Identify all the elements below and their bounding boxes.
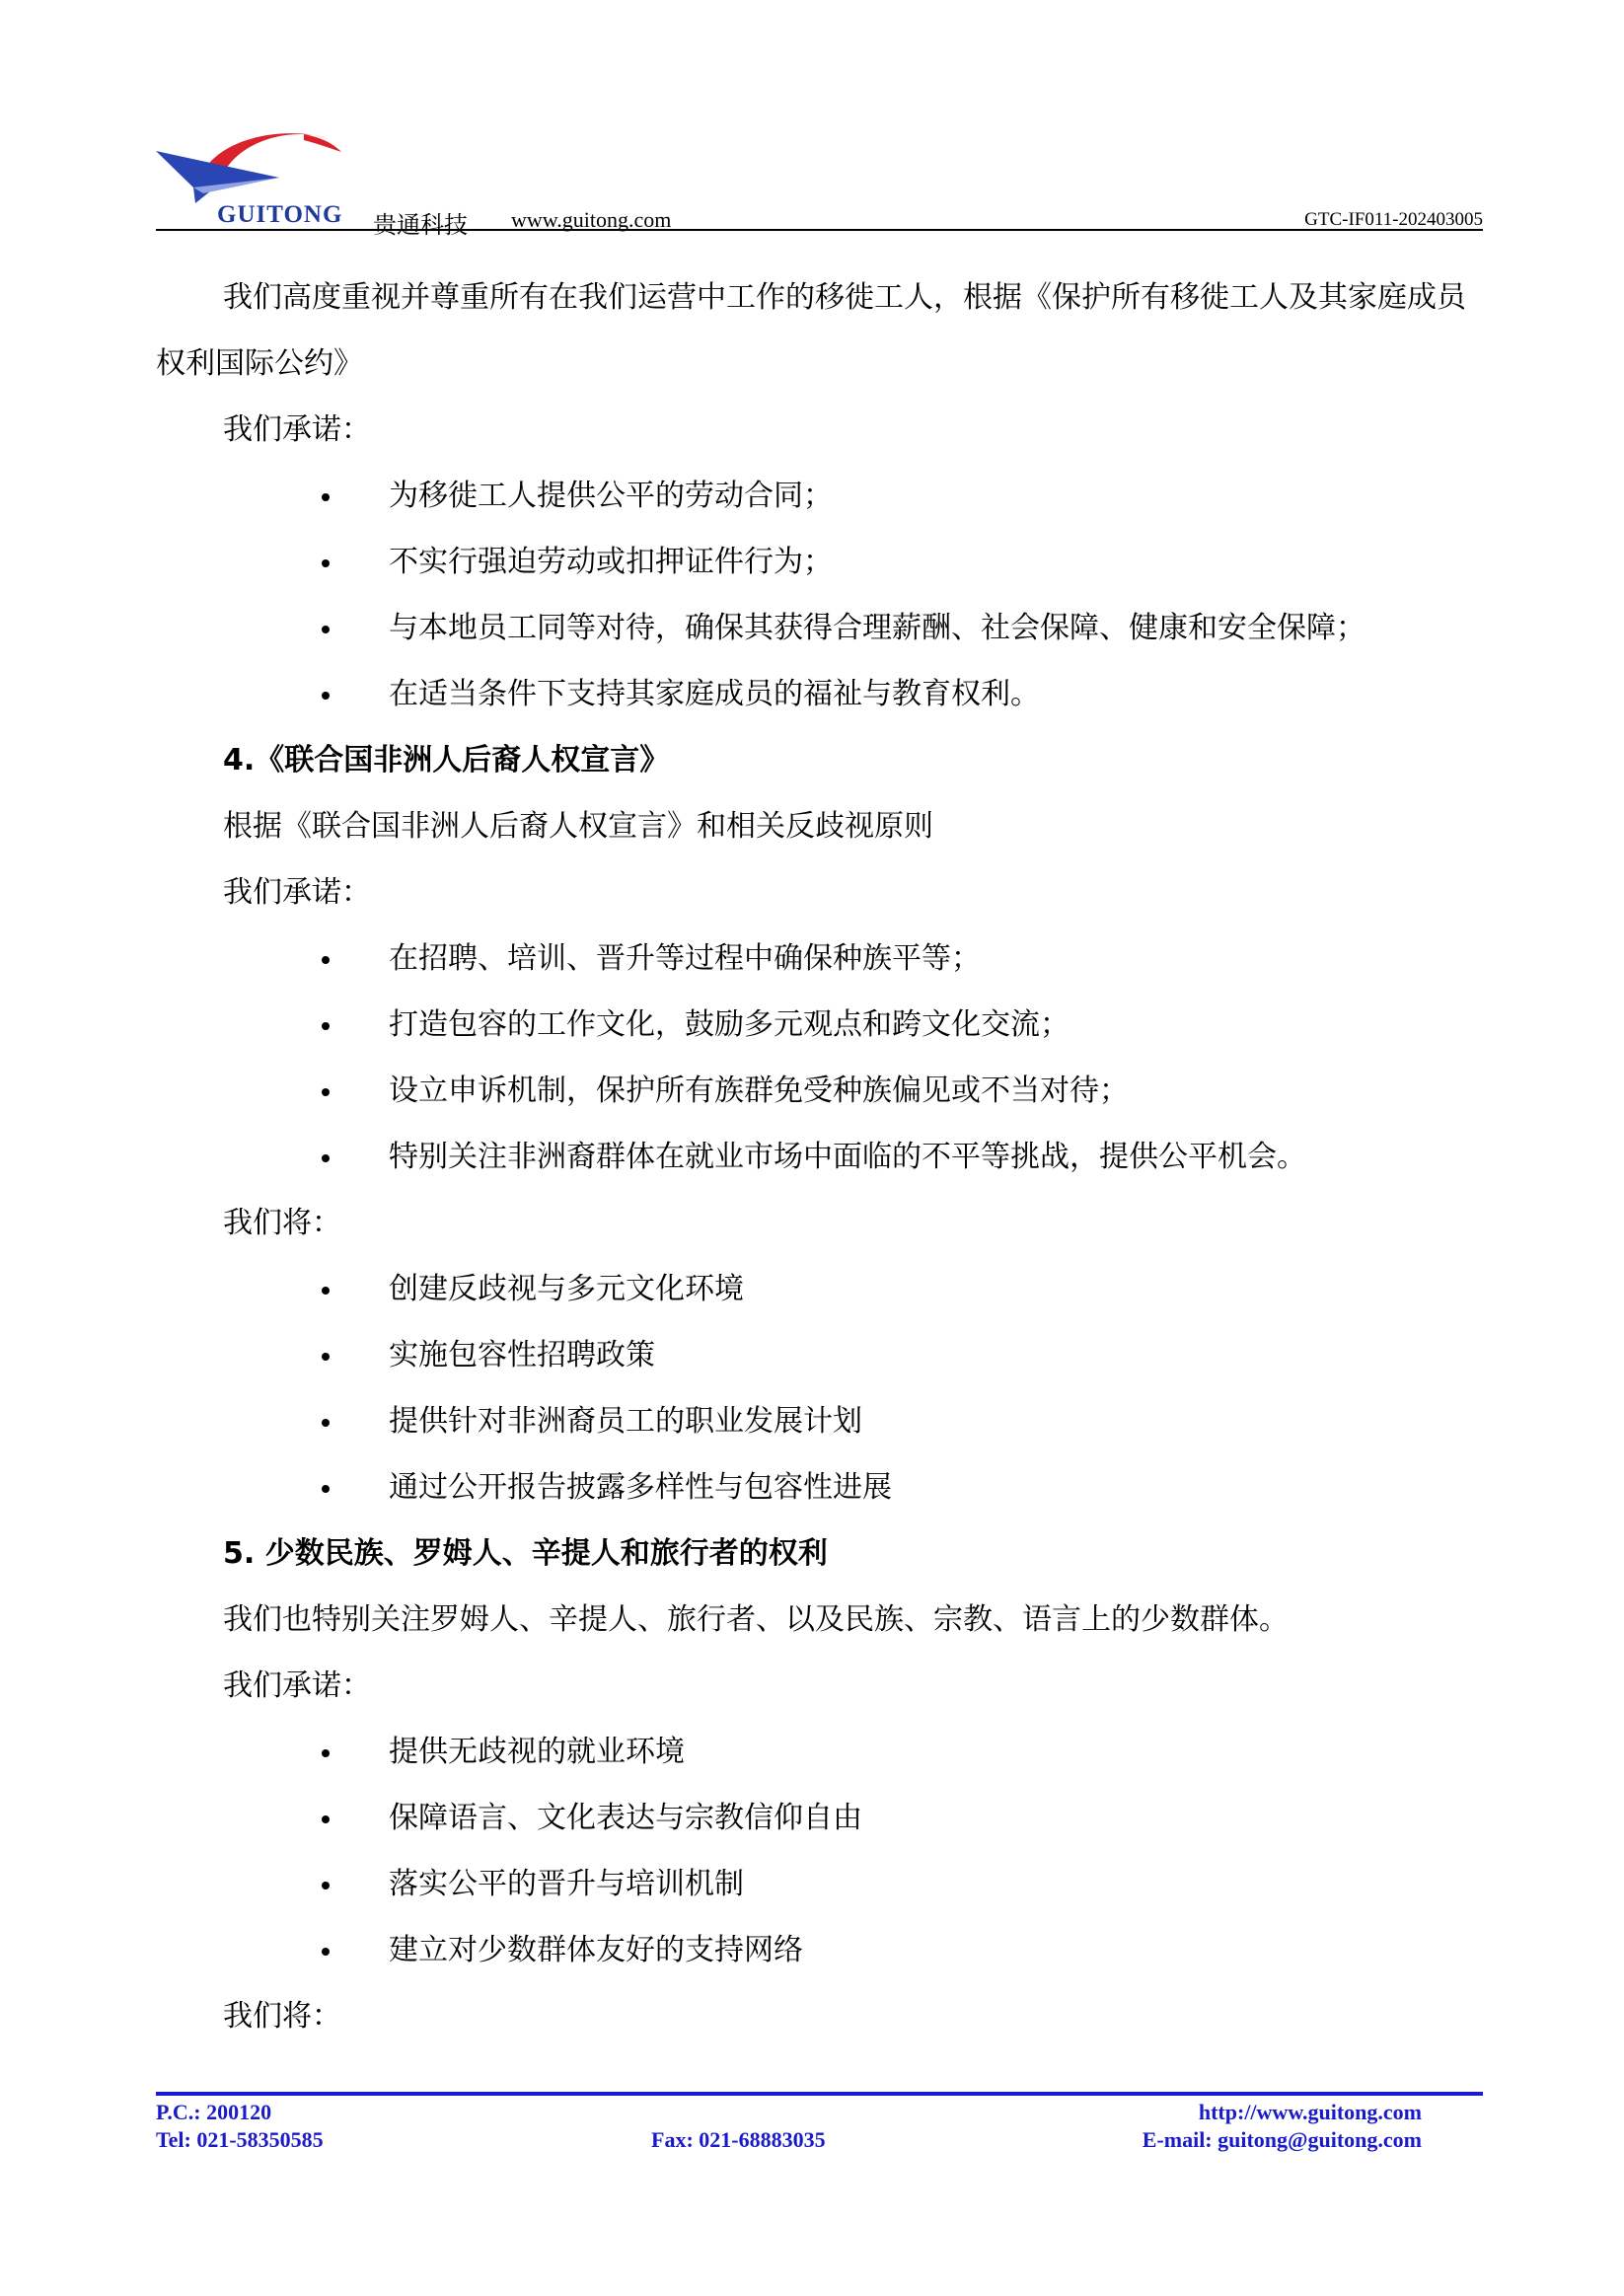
- email-link[interactable]: E-mail: guitong@guitong.com: [1142, 2127, 1422, 2152]
- telephone: Tel: 021-58350585: [156, 2127, 324, 2152]
- commitment-label: 我们承诺：: [223, 412, 371, 447]
- action-label: 我们将：: [223, 1206, 341, 1240]
- bullet-icon: [322, 956, 330, 964]
- document-body: [156, 264, 1483, 2049]
- website-link[interactable]: www.guitong.com: [511, 207, 672, 232]
- list-item: 提供针对非洲裔员工的职业发展计划: [156, 1388, 1483, 1454]
- page-footer: [156, 2100, 1483, 2159]
- bullet-icon: [322, 1154, 330, 1162]
- bullet-icon: [322, 1287, 330, 1295]
- commitment-label: 我们承诺：: [223, 1668, 371, 1703]
- list-item: 特别关注非洲裔群体在就业市场中面临的不平等挑战，提供公平机会。: [156, 1124, 1483, 1190]
- action-label: 我们将：: [223, 1999, 341, 2034]
- fax: Fax: 021-68883035: [651, 2127, 826, 2152]
- bullet-icon: [322, 1419, 330, 1427]
- list-item: 为移徙工人提供公平的劳动合同；: [156, 463, 1483, 529]
- bullet-icon: [322, 1485, 330, 1493]
- list-item: 创建反歧视与多元文化环境: [156, 1256, 1483, 1322]
- bullet-icon: [322, 692, 330, 700]
- african-descent-actions-list: [156, 1256, 1483, 1520]
- list-item: 在适当条件下支持其家庭成员的福祉与教育权利。: [156, 661, 1483, 727]
- migrant-commitments-list: [156, 463, 1483, 727]
- bullet-icon: [322, 559, 330, 567]
- postal-code: P.C.: 200120: [156, 2100, 272, 2124]
- bullet-icon: [322, 626, 330, 633]
- migrant-workers-intro: 我们高度重视并尊重所有在我们运营中工作的移徙工人，根据《保护所有移徙工人及其家庭成员权利国际公约》: [156, 280, 1466, 381]
- brand-name: GUITONG: [217, 201, 343, 228]
- list-item: 不实行强迫劳动或扣押证件行为；: [156, 529, 1483, 595]
- section-heading-minorities: 5. 少数民族、罗姆人、辛提人和旅行者的权利: [223, 1536, 828, 1571]
- minorities-commitments-list: [156, 1719, 1483, 1983]
- bullet-icon: [322, 1022, 330, 1030]
- page-header: [156, 116, 1483, 239]
- list-item: 落实公平的晋升与培训机制: [156, 1851, 1483, 1917]
- list-item: 建立对少数群体友好的支持网络: [156, 1917, 1483, 1983]
- list-item: 设立申诉机制，保护所有族群免受种族偏见或不当对待；: [156, 1058, 1483, 1124]
- list-item: 打造包容的工作文化，鼓励多元观点和跨文化交流；: [156, 992, 1483, 1058]
- list-item: 在招聘、培训、晋升等过程中确保种族平等；: [156, 926, 1483, 992]
- bullet-icon: [322, 493, 330, 501]
- document-code: GTC-IF011-202403005: [1304, 209, 1483, 230]
- african-descent-commitments-list: [156, 926, 1483, 1190]
- list-item: 提供无歧视的就业环境: [156, 1719, 1483, 1785]
- list-item: 保障语言、文化表达与宗教信仰自由: [156, 1785, 1483, 1851]
- list-item: 与本地员工同等对待，确保其获得合理薪酬、社会保障、健康和安全保障；: [156, 595, 1483, 661]
- company-name-cn: 贵通科技: [373, 211, 468, 239]
- section-intro: 根据《联合国非洲人后裔人权宣言》和相关反歧视原则: [223, 809, 933, 844]
- list-item: 实施包容性招聘政策: [156, 1322, 1483, 1388]
- bullet-icon: [322, 1948, 330, 1956]
- bullet-icon: [322, 1353, 330, 1361]
- bullet-icon: [322, 1088, 330, 1096]
- bullet-icon: [322, 1815, 330, 1823]
- section-intro: 我们也特别关注罗姆人、辛提人、旅行者、以及民族、宗教、语言上的少数群体。: [223, 1602, 1289, 1637]
- bullet-icon: [322, 1749, 330, 1757]
- commitment-label: 我们承诺：: [223, 875, 371, 910]
- section-heading-african-descent: 4.《联合国非洲人后裔人权宣言》: [223, 743, 670, 778]
- header-divider: [156, 229, 1483, 231]
- footer-divider: [156, 2092, 1483, 2096]
- footer-website-link[interactable]: http://www.guitong.com: [1198, 2100, 1422, 2124]
- list-item: 通过公开报告披露多样性与包容性进展: [156, 1454, 1483, 1520]
- bullet-icon: [322, 1882, 330, 1889]
